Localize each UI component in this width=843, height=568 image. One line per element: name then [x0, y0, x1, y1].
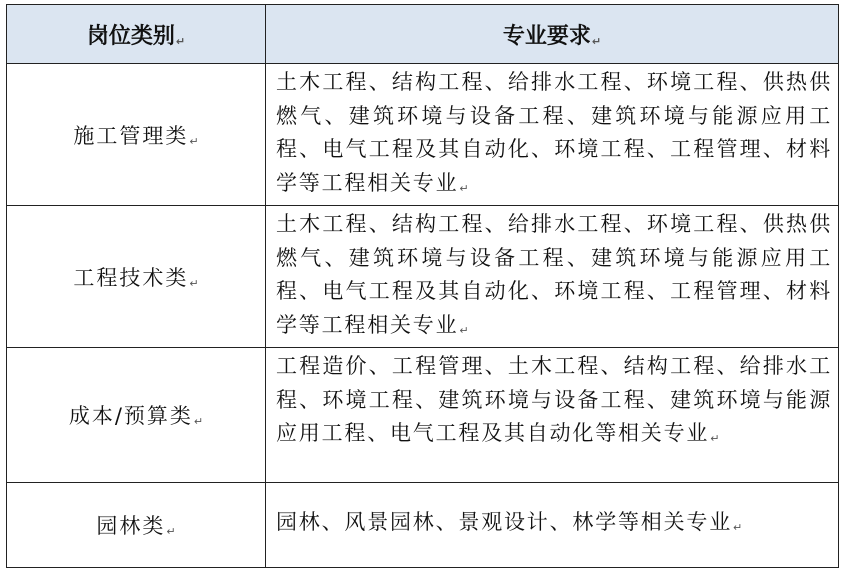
paragraph-mark-icon: ↵ — [459, 181, 469, 195]
paragraph-mark-icon: ↵ — [189, 276, 199, 290]
header-major-requirement: 专业要求↵ — [266, 5, 839, 64]
paragraph-mark-icon: ↵ — [591, 34, 602, 48]
table-row — [7, 64, 839, 206]
position-category-cell: 工程技术类↵ — [7, 206, 266, 348]
table-row — [7, 348, 839, 483]
table-container — [6, 4, 839, 568]
paragraph-mark-icon: ↵ — [459, 323, 469, 337]
major-requirement-cell: 土木工程、结构工程、给排水工程、环境工程、供热供燃气、建筑环境与设备工程、建筑环境与能源应用工程、电气工程及其自动化、环境工程、工程管理、材料学等工程相关专业↵ — [266, 64, 839, 206]
position-category-cell: 施工管理类↵ — [7, 64, 266, 206]
job-requirements-table — [6, 4, 839, 568]
position-category-cell: 园林类↵ — [7, 483, 266, 568]
major-requirement-cell: 园林、风景园林、景观设计、林学等相关专业↵ — [266, 483, 839, 568]
paragraph-mark-icon: ↵ — [166, 525, 176, 538]
header-position-category: 岗位类别↵ — [7, 5, 266, 64]
table-row — [7, 206, 839, 348]
paragraph-mark-icon: ↵ — [175, 34, 186, 48]
table-row — [7, 483, 839, 568]
position-category-cell: 成本/预算类↵ — [7, 348, 266, 483]
header-row — [7, 5, 839, 64]
paragraph-mark-icon: ↵ — [193, 415, 204, 428]
paragraph-mark-icon: ↵ — [733, 520, 743, 534]
major-requirement-cell: 工程造价、工程管理、土木工程、结构工程、给排水工程、环境工程、建筑环境与设备工程、建筑环境与能源应用工程、电气工程及其自动化等相关专业↵ — [266, 348, 839, 483]
paragraph-mark-icon: ↵ — [710, 432, 720, 445]
major-requirement-cell: 土木工程、结构工程、给排水工程、环境工程、供热供燃气、建筑环境与设备工程、建筑环境与能源应用工程、电气工程及其自动化、环境工程、工程管理、材料学等工程相关专业↵ — [266, 206, 839, 348]
paragraph-mark-icon: ↵ — [189, 134, 199, 148]
